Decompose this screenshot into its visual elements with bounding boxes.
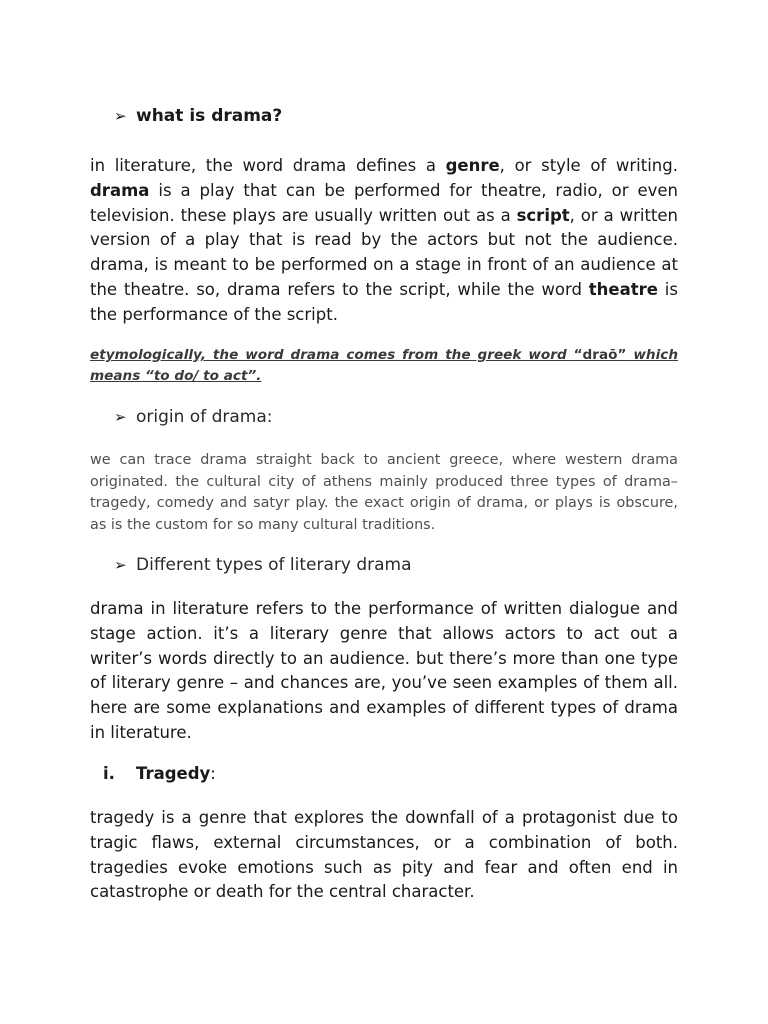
paragraph-drama-definition	[90, 154, 678, 328]
paragraph-text: in literature, the word drama defines a	[90, 156, 446, 175]
list-term: Tragedy	[136, 764, 211, 783]
paragraph-text: , or a written version of a play that is read by the actors but not the audience. drama, is meant to be performed on a stage in front of an audience at the theatre. so, drama refers to the script, while the word	[90, 205, 678, 299]
etymology-note	[90, 345, 678, 387]
bold-term-theatre: theatre	[588, 279, 658, 299]
list-item-tragedy	[103, 764, 216, 783]
paragraph-origin: we can trace drama straight back to ancient greece, where western drama originated. the cultural city of athens mainly produced three types of drama–tragedy, comedy and satyr play. the exact origin of drama, or plays is obscure, as is the custom for so many cultural traditions.	[90, 452, 678, 533]
greek-word: “draō”	[573, 347, 627, 363]
heading-text: what is drama?	[136, 106, 283, 126]
heading-types-of-drama	[114, 555, 412, 575]
paragraph-tragedy: tragedy is a genre that explores the downfall of a protagonist due to tragic flaws, external circumstances, or a combination of both. tragedies evoke emotions such as pity and fear and often end in catastrophe or death for the central character.	[90, 808, 678, 902]
paragraph-text: is the performance of the script.	[90, 279, 678, 324]
arrow-bullet-icon: ➢	[114, 556, 127, 574]
heading-origin-of-drama	[114, 407, 273, 427]
bold-term-drama: drama	[90, 180, 150, 200]
bold-term-genre: genre	[445, 156, 500, 175]
paragraph-text: , or style of writing.	[499, 156, 678, 175]
arrow-bullet-icon: ➢	[114, 408, 127, 426]
heading-what-is-drama	[114, 106, 282, 126]
arrow-bullet-icon: ➢	[114, 107, 127, 125]
etymology-text: which means “to do/ to act”.	[90, 347, 678, 384]
etymology-text: etymologically, the word drama comes from the greek word	[90, 347, 574, 363]
paragraph-types: drama in literature refers to the performance of written dialogue and stage action. it’s a literary genre that allows actors to act out a writer’s words directly to an audience. but there’s more than one type of literary genre – and chances are, you’ve seen examples of them all. here are some explanations and examples of different types of drama in literature.	[90, 599, 678, 742]
list-number: i.	[103, 764, 115, 783]
heading-text: origin of drama:	[136, 407, 273, 427]
heading-text: Different types of literary drama	[136, 555, 412, 575]
list-colon: :	[210, 764, 216, 783]
bold-term-script: script	[516, 205, 570, 225]
paragraph-text: is a play that can be performed for theatre, radio, or even television. these plays are usually written out as a	[90, 180, 678, 225]
